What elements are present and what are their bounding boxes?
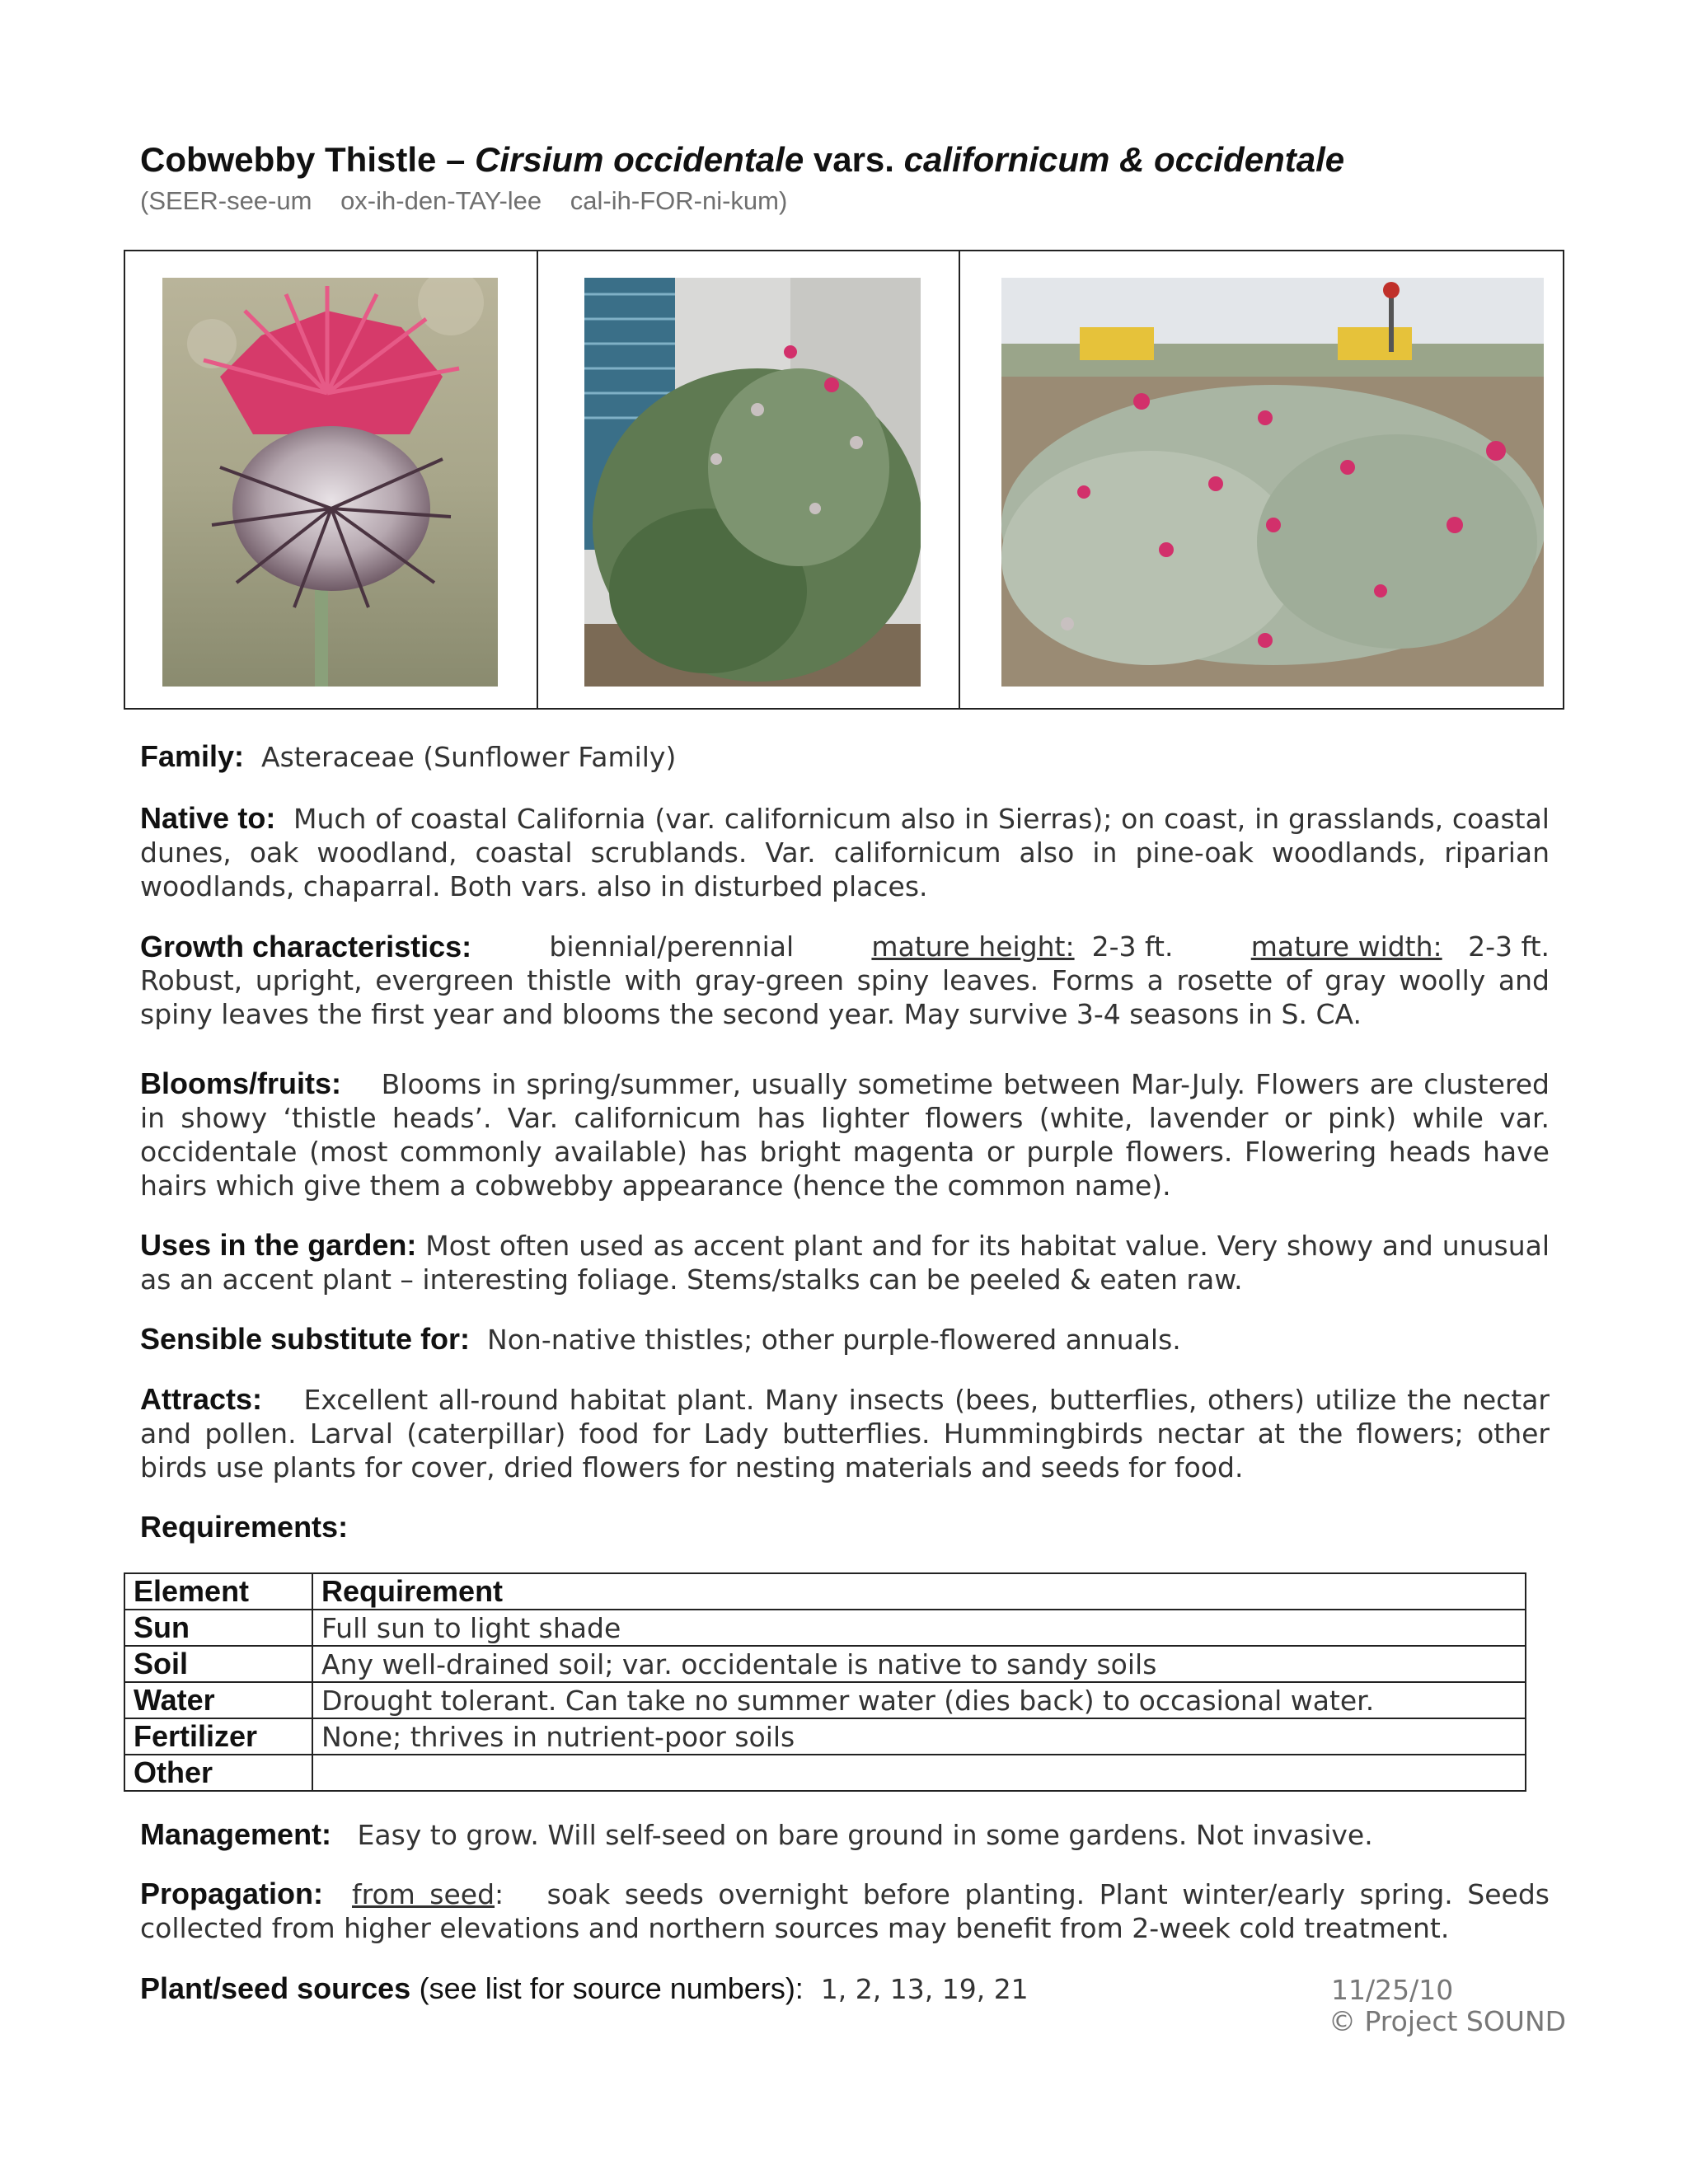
requirements-heading (140, 1510, 1550, 1544)
page-title (140, 140, 1344, 180)
revision-date: 11/25/10 (1331, 1974, 1454, 2006)
growth-section (140, 930, 1550, 1031)
family-text: Asteraceae (Sunflower Family) (261, 741, 677, 773)
element-cell: Water (124, 1682, 312, 1718)
table-row (124, 1682, 1526, 1718)
element-cell: Other (124, 1755, 312, 1791)
attracts-text: Excellent all-round habitat plant. Many insects (bees, butterflies, others) utilize the nectar and pollen. Larval (caterpillar) food for Lady butterflies. Hummingbirds nectar at the flowers; other birds use plants for cover, dried flowers for nesting materials and seeds for food. (140, 1384, 1550, 1483)
photo-panel (124, 250, 1564, 710)
sources-section (140, 1971, 1294, 2006)
management-label: Management: (140, 1817, 332, 1851)
table-row (124, 1718, 1526, 1755)
pronunciation-species: ox-ih-den-TAY-lee (340, 186, 542, 215)
blooms-section (140, 1066, 1550, 1202)
management-section (140, 1817, 1550, 1852)
sources-label: Plant/seed sources (140, 1971, 411, 2005)
varieties: californicum & occidentale (903, 140, 1345, 179)
requirements-table (124, 1572, 1526, 1792)
pronunciation-variety: cal-ih-FOR-ni-kum) (570, 186, 788, 215)
growth-label: Growth characteristics: (140, 930, 472, 963)
element-cell: Sun (124, 1610, 312, 1646)
requirement-cell: Full sun to light shade (312, 1610, 1526, 1646)
flower-closeup-photo (162, 278, 498, 687)
pronunciation (140, 186, 809, 216)
requirements-label: Requirements: (140, 1510, 349, 1544)
photo-divider (959, 251, 960, 708)
uses-section (140, 1228, 1550, 1296)
blooms-label: Blooms/fruits: (140, 1066, 342, 1100)
scientific-name: Cirsium occidentale (475, 140, 804, 179)
substitute-section (140, 1322, 1550, 1357)
propagation-section: Propagation: from seed: soak seeds overnight before planting. Plant winter/early spring. Seeds collected from higher elevations and northern sources may benefit from 2-week cold treatment. (140, 1877, 1550, 1944)
requirement-cell: None; thrives in nutrient-poor soils (312, 1718, 1526, 1755)
propagation-method: from seed (352, 1878, 495, 1910)
propagation-text: soak seeds overnight before planting. Plant winter/early spring. Seeds collected from higher elevations and northern sources may benefit from 2-week cold treatment. (140, 1878, 1550, 1944)
width-value: 2-3 ft. (1468, 930, 1550, 963)
photo-divider (537, 251, 538, 708)
family-section (140, 739, 1550, 774)
substitute-text: Non-native thistles; other purple-flowered annuals. (487, 1324, 1181, 1356)
propagation-label: Propagation: (140, 1877, 323, 1910)
native-section (140, 801, 1550, 903)
requirement-cell: Drought tolerant. Can take no summer water (dies back) to occasional water. (312, 1682, 1526, 1718)
family-label: Family: (140, 739, 245, 773)
pronunciation-genus: (SEER-see-um (140, 186, 312, 215)
native-text: Much of coastal California (var. californicum also in Sierras); on coast, in grasslands, coastal dunes, oak woodland, coastal scrublands. Var. californicum also in pine-oak woodlands, riparian woodlands, chaparral. Both vars. also in disturbed places. (140, 803, 1550, 902)
growth-habit: biennial/perennial (549, 930, 795, 963)
native-label: Native to: (140, 801, 276, 835)
sources-numbers: 1, 2, 13, 19, 21 (820, 1973, 1029, 2005)
title-dash: – (446, 140, 466, 179)
uses-text: Most often used as accent plant and for its habitat value. Very showy and unusual as an accent plant – interesting foliage. Stems/stalks can be peeled & eaten raw. (140, 1230, 1550, 1296)
height-value: 2-3 ft. (1091, 930, 1174, 963)
requirement-cell (312, 1755, 1526, 1791)
table-row (124, 1610, 1526, 1646)
shrub-photo (584, 278, 921, 687)
vars-word: vars. (813, 140, 894, 179)
column-header-element: Element (124, 1573, 312, 1610)
attracts-label: Attracts: (140, 1382, 263, 1416)
table-header-row (124, 1573, 1526, 1610)
table-row (124, 1646, 1526, 1682)
width-label: mature width: (1250, 930, 1442, 963)
growth-text: Robust, upright, evergreen thistle with gray-green spiny leaves. Forms a rosette of gray woolly and spiny leaves the first year and blooms the second year. May survive 3-4 seasons in S. CA. (140, 964, 1550, 1030)
attracts-section (140, 1382, 1550, 1484)
field-photo (1001, 278, 1544, 687)
substitute-label: Sensible substitute for: (140, 1322, 471, 1356)
management-text: Easy to grow. Will self-seed on bare ground in some gardens. Not invasive. (357, 1819, 1373, 1851)
common-name: Cobwebby Thistle (140, 140, 437, 179)
requirement-cell: Any well-drained soil; var. occidentale is native to sandy soils (312, 1646, 1526, 1682)
blooms-text: Blooms in spring/summer, usually sometime between Mar-July. Flowers are clustered in showy ‘thistle heads’. Var. californicum has lighter flowers (white, lavender or pink) while var. occidentale (most commonly available) has bright magenta or purple flowers. Flowering heads have hairs which give them a cobwebby appearance (hence the common name). (140, 1068, 1550, 1202)
column-header-requirement: Requirement (312, 1573, 1526, 1610)
element-cell: Soil (124, 1646, 312, 1682)
element-cell: Fertilizer (124, 1718, 312, 1755)
copyright: © Project SOUND (1329, 2005, 1567, 2037)
height-label: mature height: (871, 930, 1075, 963)
uses-label: Uses in the garden: (140, 1228, 417, 1262)
growth-line (140, 930, 1550, 963)
sources-note: (see list for source numbers): (419, 1971, 804, 2005)
table-row (124, 1755, 1526, 1791)
